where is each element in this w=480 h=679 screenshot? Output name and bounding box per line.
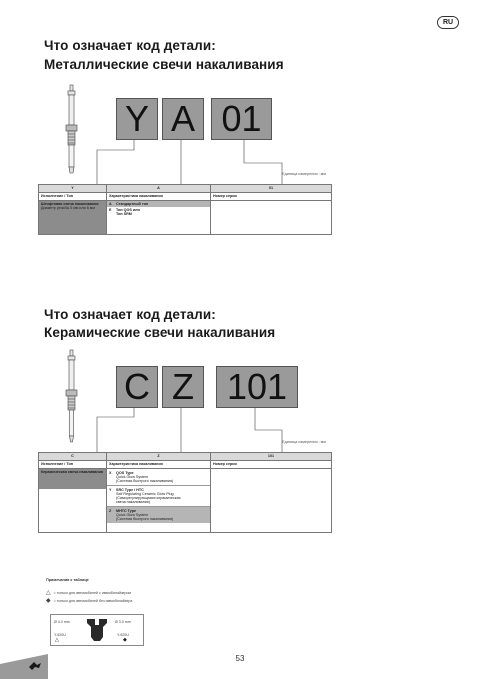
column-header: Номер серии bbox=[211, 461, 332, 469]
section2-title-line1: Что означает код детали: bbox=[44, 307, 216, 322]
code-header-cell: C bbox=[39, 453, 107, 461]
part-code-left: Y-920U bbox=[54, 633, 66, 637]
type-cell bbox=[39, 469, 107, 533]
column-header: Характеристика накаливания bbox=[107, 461, 211, 469]
note-immobilizer: △ = только для автомобилей с иммобилайзером bbox=[46, 590, 132, 596]
section1-title-line2: Металлические свечи накаливания bbox=[44, 57, 284, 72]
code-box-101: 101 bbox=[216, 366, 298, 408]
type-name: Керамическая свеча накаливания bbox=[39, 469, 106, 489]
type-desc: Диаметр резьбы 5 мм или 6 мм bbox=[41, 206, 95, 210]
column-header: Исполнение / Тип bbox=[39, 193, 107, 201]
code-box-z: Z bbox=[162, 366, 204, 408]
diameter-label-right: Ø 3.0 mm bbox=[115, 620, 131, 624]
column-header: Характеристика накаливания bbox=[107, 193, 211, 201]
table-header-row bbox=[39, 461, 332, 469]
code-header-cell: 101 bbox=[211, 453, 332, 461]
triangle-icon: △ bbox=[55, 637, 59, 643]
diamond-icon: ◆ bbox=[46, 598, 51, 604]
option-y: Y SRC Type / HTC Self Regulating Ceramic Glow Plug (Саморегулирующаяся керамическая свеча накаливания) bbox=[107, 485, 210, 506]
language-badge: RU bbox=[437, 16, 459, 29]
code-box-c: C bbox=[116, 366, 158, 408]
series-cell bbox=[211, 201, 332, 235]
code-header-cell: Y bbox=[39, 185, 107, 193]
code-header-cell: Z bbox=[107, 453, 211, 461]
table-code-row bbox=[39, 453, 332, 461]
section2-title-line2: Керамические свечи накаливания bbox=[44, 325, 276, 340]
code-header-cell: A bbox=[107, 185, 211, 193]
table-row bbox=[39, 469, 332, 533]
glow-plug-variant-figure bbox=[50, 614, 144, 646]
type-cell bbox=[39, 201, 107, 235]
option-a: A Стандартный тип bbox=[107, 201, 210, 207]
unit-note: Единица измерения : мм bbox=[282, 440, 326, 444]
diameter-label-left: Ø 4.0 mm bbox=[54, 620, 70, 624]
ceramic-code-table bbox=[38, 452, 332, 533]
note-no-immobilizer: ◆ = только для автомобилей без иммобилайзера bbox=[46, 598, 133, 604]
metal-code-table bbox=[38, 184, 332, 235]
table-code-row bbox=[39, 185, 332, 193]
table-header-row bbox=[39, 193, 332, 201]
glow-plug-tip-icon bbox=[81, 617, 113, 643]
column-header: Номер серии bbox=[211, 193, 332, 201]
page-number: 53 bbox=[235, 654, 245, 663]
table-row bbox=[39, 201, 332, 235]
option-z: Z MHTC Type Quick Glow System (Система быстрого накаливания) bbox=[107, 506, 210, 523]
diamond-icon: ◆ bbox=[123, 637, 127, 643]
part-code-right: Y-920U bbox=[117, 633, 129, 637]
code-box-01: 01 bbox=[211, 98, 272, 140]
unit-note: Единица измерения : мм bbox=[282, 172, 326, 176]
notes-heading: Примечания к таблице bbox=[46, 578, 89, 582]
option-x: X QOS Type Quick Glow System (Система быстрого накаливания) bbox=[109, 471, 174, 483]
code-box-y: Y bbox=[116, 98, 158, 140]
code-header-cell: 01 bbox=[211, 185, 332, 193]
triangle-icon: △ bbox=[46, 590, 51, 596]
characteristic-cell bbox=[107, 201, 211, 235]
code-box-a: A bbox=[162, 98, 204, 140]
type-name: Штифтовая свеча накаливания bbox=[41, 202, 99, 206]
characteristic-cell bbox=[107, 469, 211, 533]
series-cell bbox=[211, 469, 332, 533]
section1-title-line1: Что означает код детали: bbox=[44, 38, 216, 53]
option-e: E Тип QOS или Тип SRM bbox=[109, 208, 140, 216]
column-header: Исполнение / Тип bbox=[39, 461, 107, 469]
